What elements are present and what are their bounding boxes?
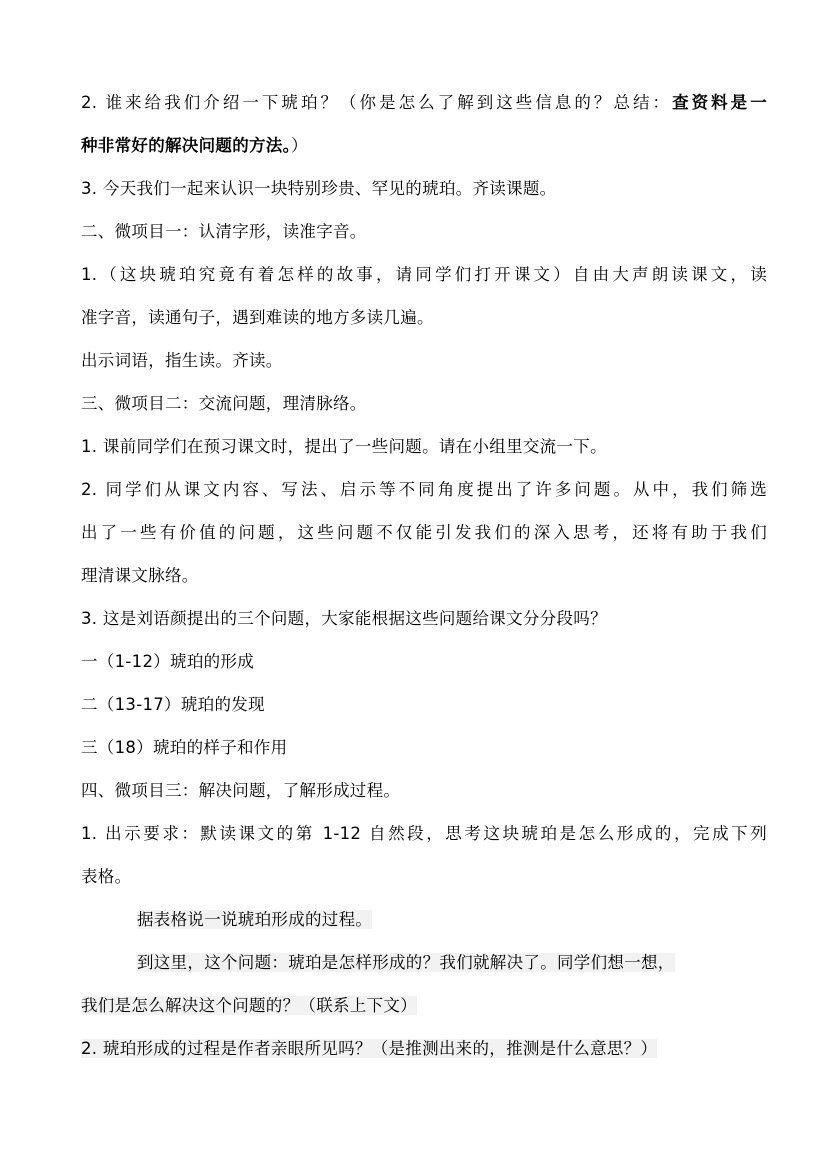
section-heading: 二、微项目一：认清字形，读准字音。 <box>81 222 367 241</box>
highlighted-text: 到这里，这个问题：琥珀是怎样形成的？我们就解决了。同学们想一想， <box>137 953 675 972</box>
paragraph-line: 1. 出示要求：默读课文的第 1-12 自然段，思考这块琥珀是怎么形成的，完成下列 <box>81 824 767 843</box>
paragraph-line: 出示词语，指生读。齐读。 <box>81 351 283 370</box>
section-heading: 三、微项目二：交流问题，理清脉络。 <box>81 394 367 413</box>
paragraph-line <box>81 135 308 157</box>
section-heading: 四、微项目三：解决问题，了解形成过程。 <box>81 781 401 800</box>
paragraph-line: 出了一些有价值的问题，这些问题不仅能引发我们的深入思考，还将有助于我们 <box>81 523 767 542</box>
paragraph-line <box>81 92 767 114</box>
highlighted-text: 据表格说一说琥珀形成的过程。 <box>137 910 373 929</box>
paragraph-line: 2. 同学们从课文内容、写法、启示等不同角度提出了许多问题。从中，我们筛选 <box>81 480 767 499</box>
text-span: ） <box>291 136 308 155</box>
paragraph-line: 3. 这是刘语颜提出的三个问题，大家能根据这些问题给课文分分段吗？ <box>81 609 607 628</box>
list-item: 三（18）琥珀的样子和作用 <box>81 738 288 757</box>
paragraph-line <box>81 995 417 1017</box>
list-item: 一（1-12）琥珀的形成 <box>81 652 255 671</box>
paragraph-line: 准字音，读通句子，遇到难读的地方多读几遍。 <box>81 308 434 327</box>
paragraph-line: 3. 今天我们一起来认识一块特别珍贵、罕见的琥珀。齐读课题。 <box>81 179 557 198</box>
bold-text: 查资料是一 <box>672 93 768 112</box>
paragraph-line: 1. 课前同学们在预习课文时，提出了一些问题。请在小组里交流一下。 <box>81 437 607 456</box>
text-span: 2. 谁来给我们介绍一下琥珀？（你是怎么了解到这些信息的？总结： <box>81 93 673 112</box>
paragraph-line: 表格。 <box>81 867 132 886</box>
paragraph-line <box>81 1038 657 1060</box>
paragraph-line <box>137 952 675 974</box>
paragraph-line <box>137 909 372 931</box>
paragraph-line: 理清课文脉络。 <box>81 566 199 585</box>
bold-text: 种非常好的解决问题的方法。 <box>81 136 292 155</box>
list-item: 二（13-17）琥珀的发现 <box>81 695 265 714</box>
highlighted-text: 2. 琥珀形成的过程是作者亲眼所见吗？（是推测出来的，推测是什么意思？） <box>81 1039 658 1058</box>
highlighted-text: 我们是怎么解决这个问题的？（联系上下文） <box>81 996 417 1015</box>
paragraph-line: 1.（这块琥珀究竟有着怎样的故事，请同学们打开课文）自由大声朗读课文，读 <box>81 265 767 284</box>
